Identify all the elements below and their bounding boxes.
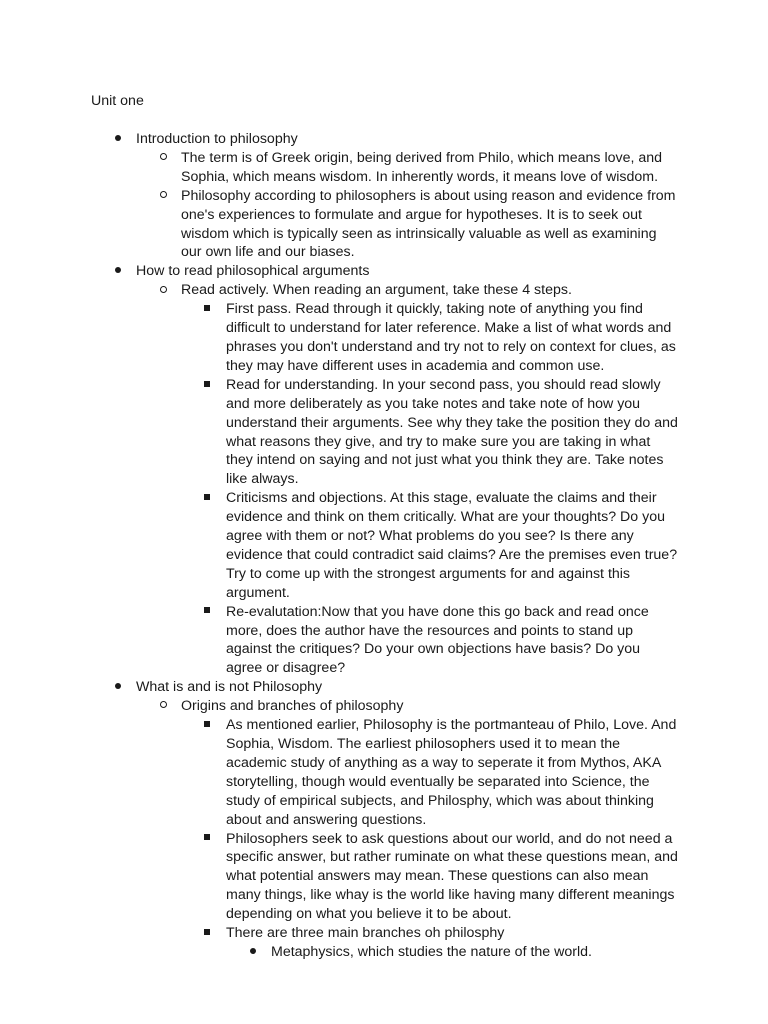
what-is-point: There are three main branches oh philosphy — [226, 925, 505, 942]
filled-bullet-icon — [110, 678, 126, 697]
reading-step: Criticisms and objections. At this stage, evaluate the claims and their evidence and think on them critically. What are your thoughts? Do you agree with them or not? What problems do you see? Is there any evidence that could contradict said claims? Are the premises even true? Try to come up with the strongest arguments for and against this argument. — [226, 490, 678, 601]
what-is-subheading: Origins and branches of philosophy — [181, 698, 404, 715]
reading-subheading: Read actively. When reading an argument, take these 4 steps. — [181, 282, 572, 299]
list-item-reading — [0, 262, 676, 281]
square-bullet-icon — [199, 830, 215, 849]
what-is-point: Philosophers seek to ask questions about our world, and do not need a specific answer, but rather ruminate on what these questions mean, and what potential answers may mean. These questions can also mean many things, like whay is the world like having many different meanings depending on what you believe it to be about. — [226, 830, 678, 923]
hollow-bullet-icon — [155, 697, 171, 716]
filled-bullet-icon — [245, 943, 261, 962]
square-bullet-icon — [199, 376, 215, 395]
list-item — [0, 489, 678, 602]
list-item-what-is — [0, 678, 676, 697]
list-item — [0, 281, 677, 300]
what-is-point: As mentioned earlier, Philosophy is the portmanteau of Philo, Love. And Sophia, Wisdom. The earliest philosophers used it to mean the academic study of anything as a way to seperate it from Mythos, AKA storytelling, though would eventually be separated into Science, the study of empirical subjects, and Philosphy, which was about thinking about and answering questions. — [226, 717, 677, 828]
reading-step: First pass. Read through it quickly, taking note of anything you find difficult to understand for later reference. Make a list of what words and phrases you don't understand and try not to rely on context for clues, as they may have different uses in academia and common use. — [226, 301, 676, 374]
list-item — [0, 149, 677, 187]
list-item — [0, 697, 677, 716]
hollow-bullet-icon — [155, 281, 171, 300]
list-item — [0, 830, 678, 925]
branch-item: Metaphysics, which studies the nature of the world. — [271, 943, 592, 960]
reading-step: Re-evalutation:Now that you have done this go back and read once more, does the author have the resources and points to stand up against the critiques? Do your own objections have basis? Do you agree or disagree? — [226, 603, 649, 677]
list-item — [0, 943, 679, 962]
square-bullet-icon — [199, 716, 215, 735]
list-item — [0, 300, 678, 376]
intro-heading: Introduction to philosophy — [136, 131, 298, 147]
list-item — [0, 376, 678, 489]
square-bullet-icon — [199, 489, 215, 508]
list-item — [0, 187, 677, 263]
square-bullet-icon — [199, 603, 215, 622]
document-title: Unit one — [91, 93, 144, 109]
reading-step: Read for understanding. In your second pass, you should read slowly and more deliberately as you take notes and take note of how you understand their arguments. See why they take the position they do and what reasons they give, and try to make sure you are taking in what they intend on saying and not just what you think they are. Take notes like always. — [226, 376, 678, 488]
what-is-heading: What is and is not Philosophy — [136, 679, 323, 696]
hollow-bullet-icon — [155, 149, 171, 168]
filled-bullet-icon — [110, 130, 126, 149]
filled-bullet-icon — [110, 262, 126, 281]
list-item — [0, 716, 678, 829]
square-bullet-icon — [199, 924, 215, 943]
square-bullet-icon — [199, 300, 215, 319]
list-item-intro — [0, 130, 676, 149]
intro-point: Philosophy according to philosophers is about using reason and evidence from one's experiences to formulate and argue for hypotheses. It is to seek out wisdom which is typically seen as intrinsically valuable as well as examining our own life and our biases. — [181, 187, 676, 261]
notes-list — [0, 130, 768, 962]
reading-heading: How to read philosophical arguments — [136, 263, 370, 280]
hollow-bullet-icon — [155, 187, 171, 206]
list-item — [0, 924, 678, 943]
intro-point: The term is of Greek origin, being derived from Philo, which means love, and Sophia, which means wisdom. In inherently words, it means love of wisdom. — [181, 149, 663, 185]
list-item — [0, 603, 678, 679]
